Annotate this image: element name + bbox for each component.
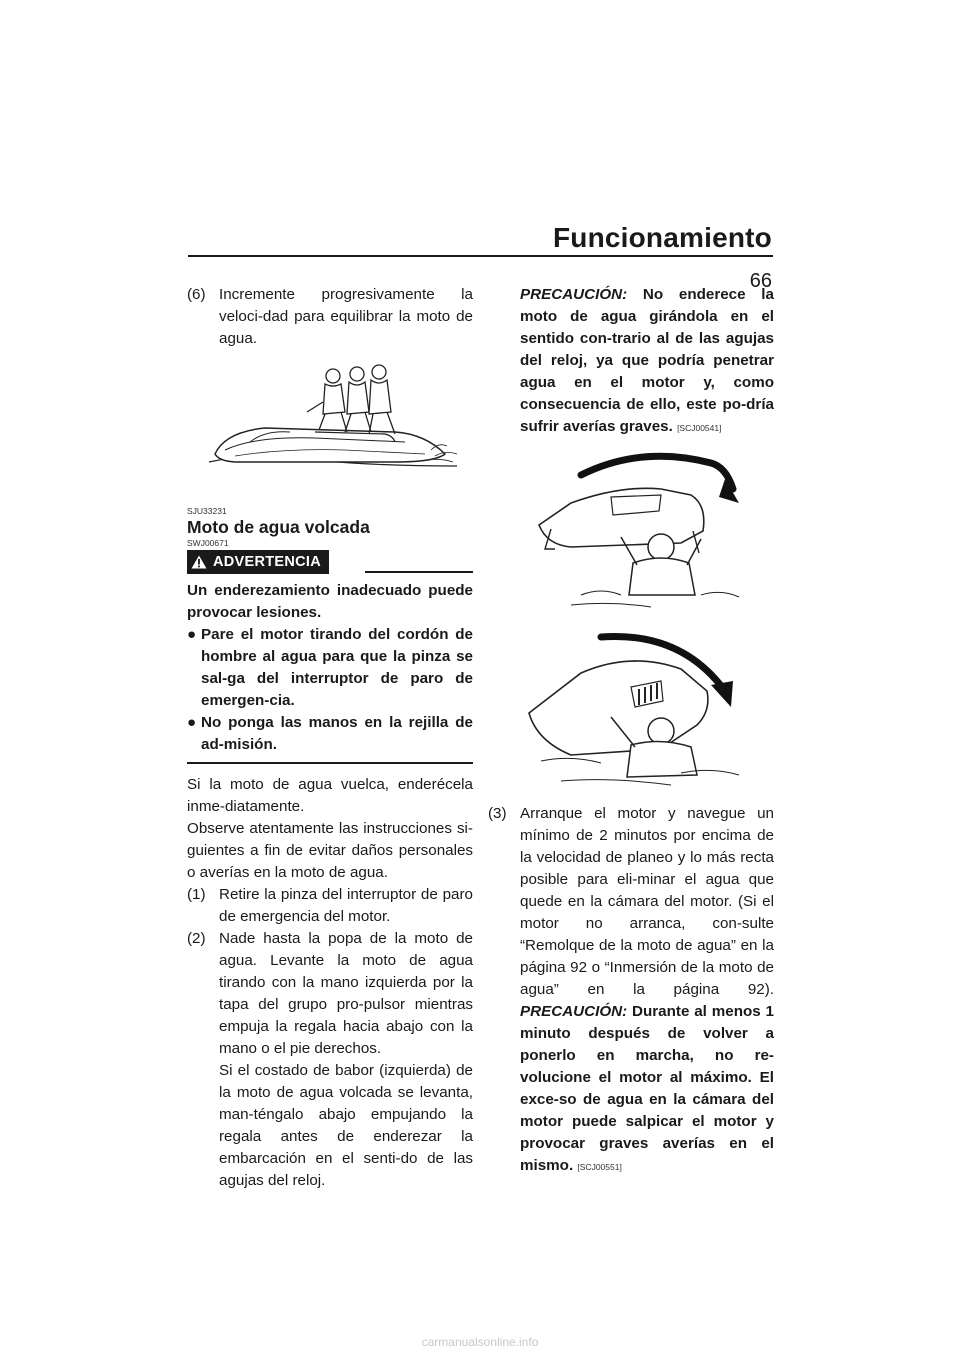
page-title: Funcionamiento: [552, 222, 772, 253]
warning-bullet: [187, 624, 473, 712]
warning-badge: [187, 550, 329, 574]
step-number: (6): [187, 286, 206, 303]
step-3-text: Arranque el motor y navegue un mínimo de 2 minutos por encima de la velocidad de planeo y lo más recta posible para eli-minar el agua que quede en la cámara del motor. (Si el motor no arranca, con-sulte “Remolque de la moto de agua” en la página 92 o “Inmersión de la moto de agua” en la página 92).: [520, 805, 774, 998]
paragraph: Si la moto de agua vuelca, enderécela inme-diatamente.: [187, 776, 473, 815]
warning-header: [187, 550, 473, 574]
warning-bullet: [187, 712, 473, 756]
warning-end-rule: [187, 762, 473, 764]
warning-body: [187, 580, 473, 756]
caution-code: [SCJ00551]: [577, 1162, 622, 1172]
righting-jetski-illustration-2: [511, 621, 751, 791]
warning-label: ADVERTENCIA: [213, 554, 322, 570]
caution-label: PRECAUCIÓN:: [520, 1003, 628, 1020]
section-code: SJU33231: [187, 506, 227, 516]
right-column: [488, 284, 774, 1178]
bullet-icon: ●: [187, 714, 197, 731]
step-6: [187, 284, 473, 350]
watermark: carmanualsonline.info: [421, 1335, 539, 1349]
step-text: Si el costado de babor (izquierda) de la moto de agua volcada se levanta, man-téngalo abajo empujando la regala antes de enderezar la embarcación en el senti-do de las agujas del reloj.: [219, 1062, 473, 1189]
step-1: [187, 884, 473, 928]
bullet-icon: ●: [187, 626, 197, 643]
step-number: (1): [187, 886, 206, 903]
step-text: Incremente progresivamente la veloci-dad para equilibrar la moto de agua.: [219, 286, 473, 347]
warning-bullet-text: No ponga las manos en la rejilla de ad-misión.: [201, 714, 473, 753]
step-number: (3): [488, 805, 507, 822]
section-title: Moto de agua volcada: [187, 517, 370, 537]
warning-triangle-icon: [191, 555, 207, 569]
warning-bullet-text: Pare el motor tirando del cordón de hombre al agua para que la pinza se sal-ga del interruptor de paro de emergen-cia.: [201, 626, 473, 709]
caution-text: Durante al menos 1 minuto después de volver a ponerlo en marcha, no re-volucione el motor al máximo. El exce-so de agua en la cámara del motor puede salpicar el motor y provocar graves averías en el mismo.: [520, 1003, 774, 1174]
step-2: [187, 928, 473, 1192]
step-text: Nade hasta la popa de la moto de agua. Levante la moto de agua tirando con la mano izquierda por la tapa del grupo pro-pulsor mientras empuja la regala hacia abajo con la mano o el pie derechos.: [219, 930, 473, 1057]
caution-text: No enderece la moto de agua girándola en el sentido con-trario al de las agujas del reloj, ya que podría penetrar agua en el motor y, como consecuencia de ello, este po-dría sufrir averías graves.: [520, 286, 774, 435]
header-rule: [188, 255, 773, 257]
page-number: 66: [749, 270, 772, 292]
paragraph: Observe atentamente las instrucciones si-guientes a fin de evitar daños personales o averías en la moto de agua.: [187, 820, 473, 881]
caution-1: [488, 284, 774, 439]
step-number: (2): [187, 930, 206, 947]
warning-code: SWJ00671: [187, 538, 229, 548]
step-text: Retire la pinza del interruptor de paro de emergencia del motor.: [219, 886, 473, 925]
step-text: [520, 803, 774, 1178]
warning-intro: Un enderezamiento inadecuado puede provocar lesiones.: [187, 582, 473, 621]
caution-code: [SCJ00541]: [677, 423, 722, 433]
jetski-riders-illustration: [195, 362, 465, 492]
righting-jetski-illustration-1: [511, 445, 751, 615]
step-3: [488, 803, 774, 1178]
caution-label: PRECAUCIÓN:: [520, 286, 628, 303]
warning-rule: [365, 571, 473, 573]
left-column: [187, 284, 473, 1192]
